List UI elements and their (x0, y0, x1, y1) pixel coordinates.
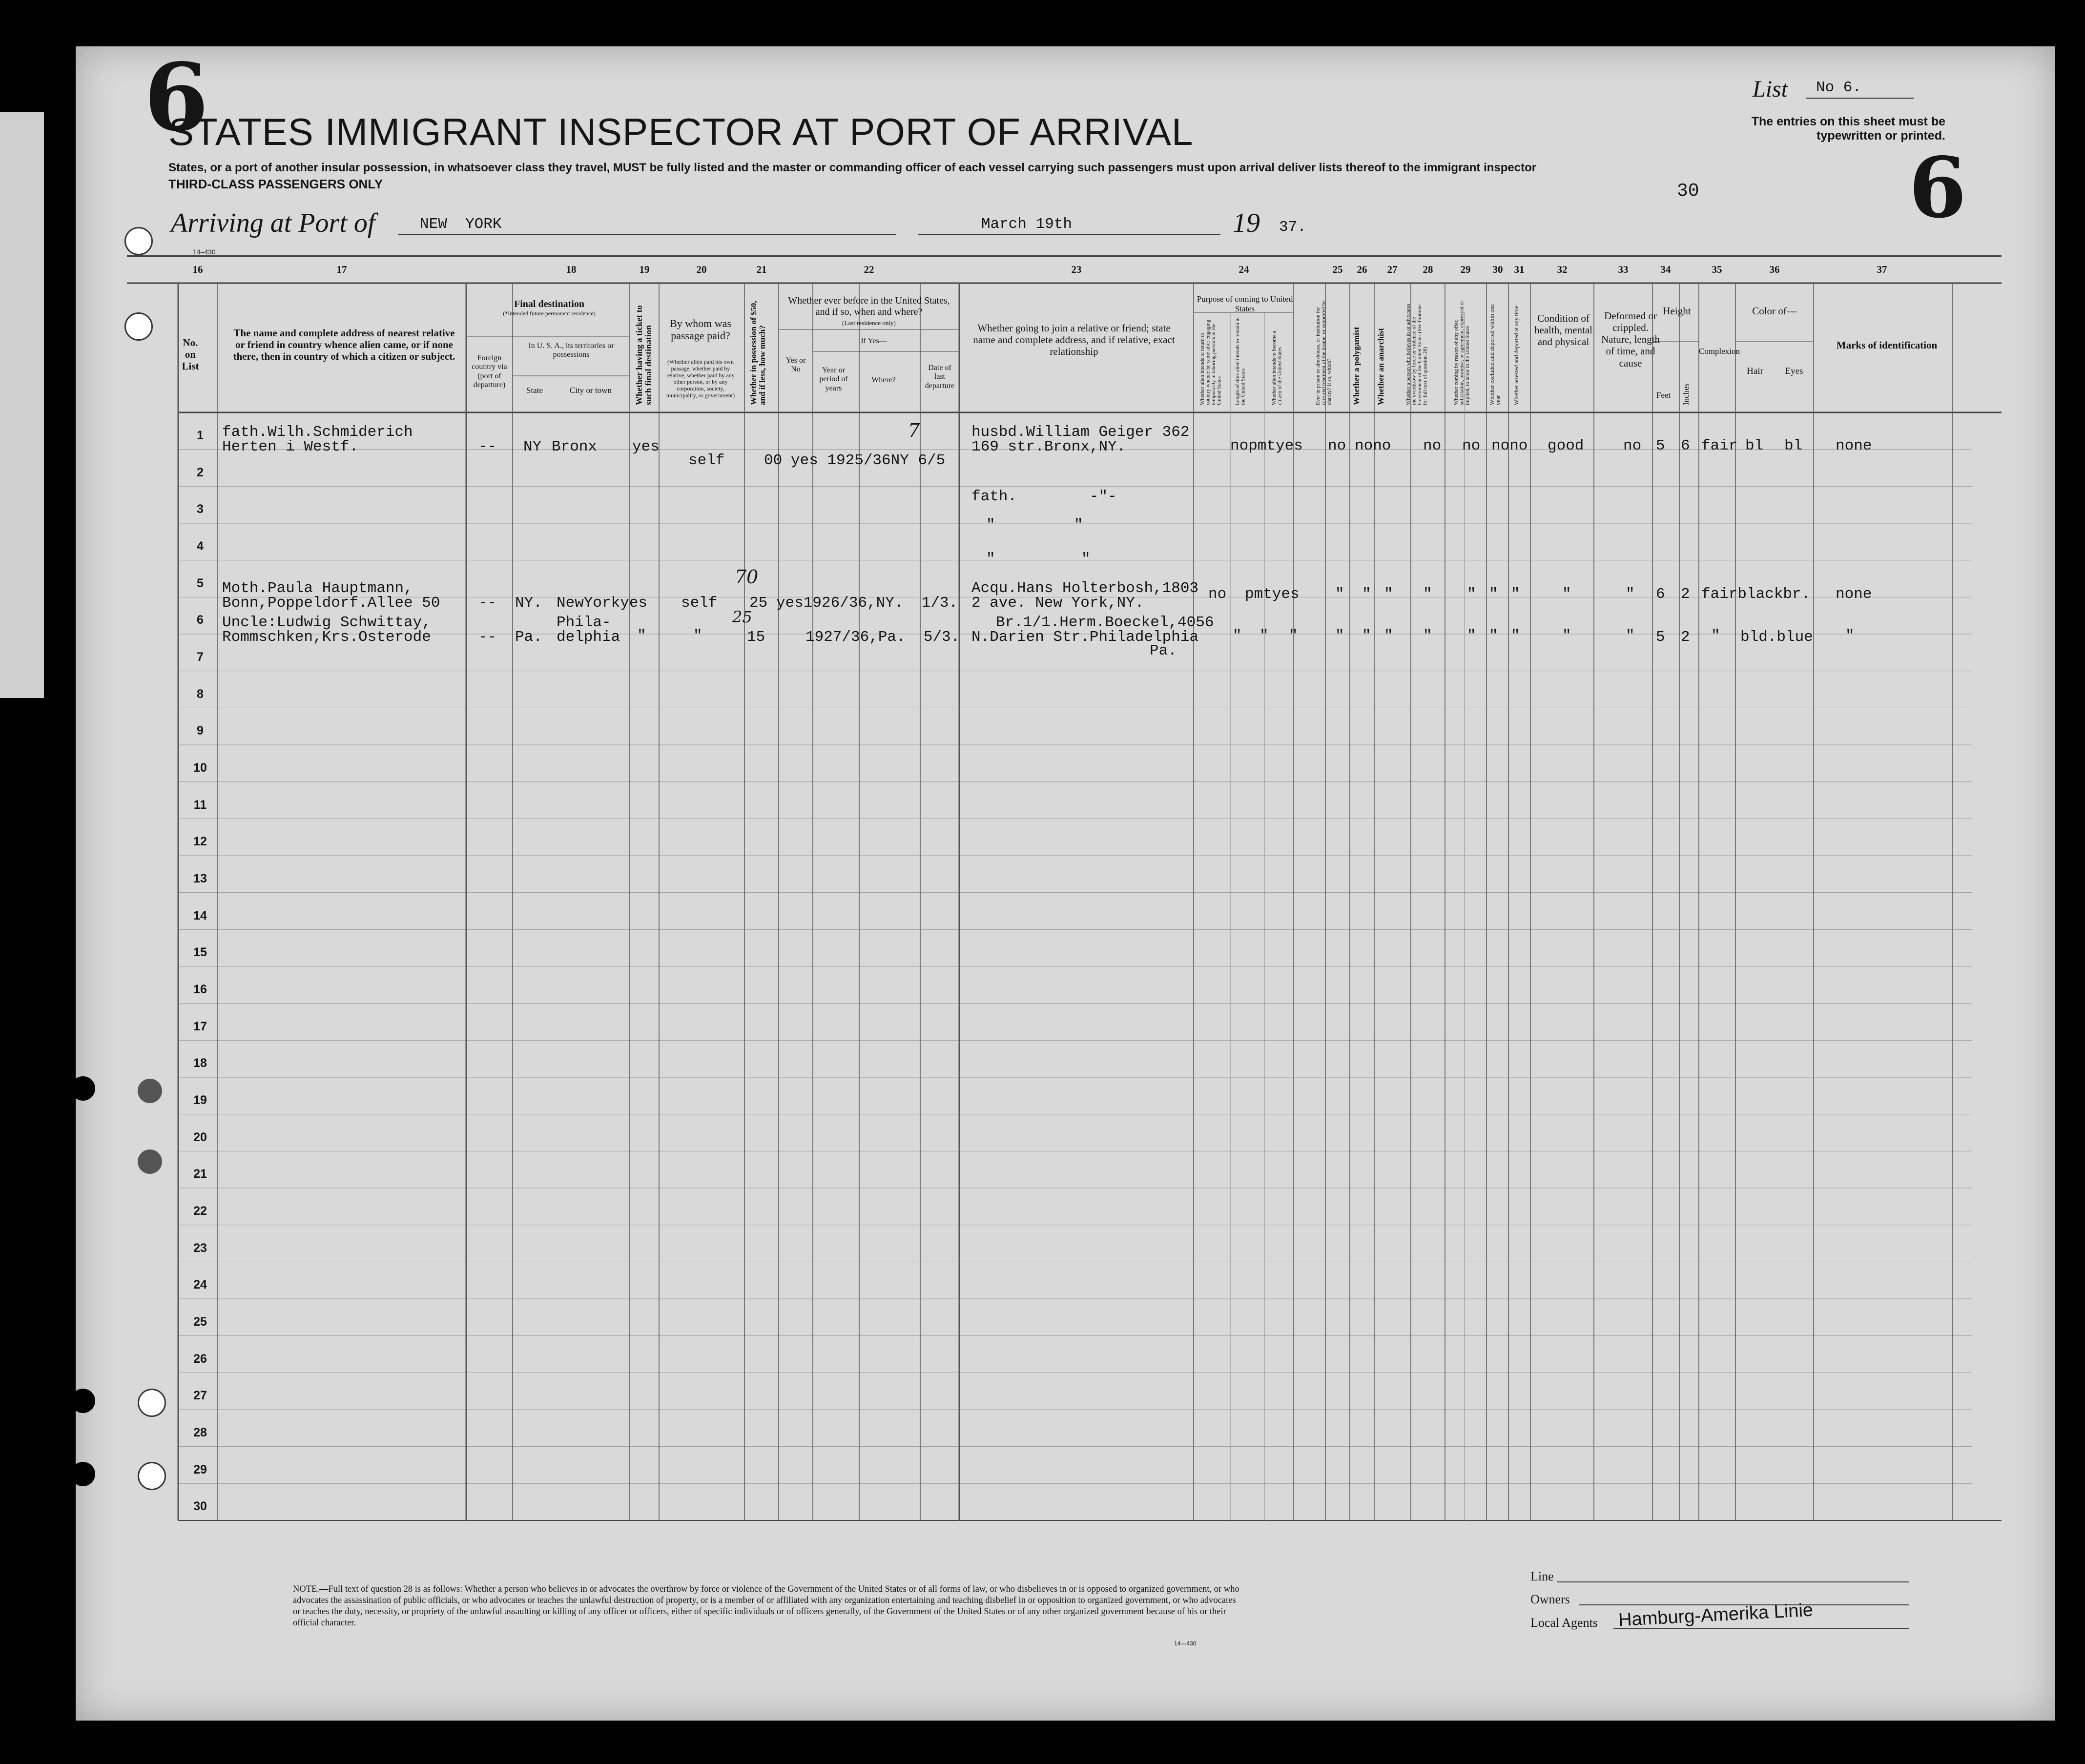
footer-note: NOTE.—Full text of question 28 is as follows: Whether a person who believes in or advocates the overthrow by force or violence of the Government of the United States or of all forms of law, or who disbelieves in or is opposed to organized government, or who advocates the assassination of public officials, or who advocates or teaches the unlawful destruction of property, or is a member of or affiliated with any organization entertaining and teaching disbelief in or opposition to organized government, or who advocates or teaches the duty, necessity, or propriety of the unlawful assaulting or killing of any officer or officers, either of specific individuals or of officers generally, of the Government of the United States or of any other organized government because of his or their official character. (293, 1584, 1239, 1628)
row-number: 6 (197, 613, 204, 627)
class-label: THIRD-CLASS PASSENGERS ONLY (168, 177, 383, 191)
row-number: 2 (197, 465, 204, 479)
row1-joining-line2: 169 str.Bronx,NY. (971, 438, 1126, 455)
column-number: 30 (1492, 264, 1503, 275)
row2-joining: fath. -"- (971, 488, 1117, 505)
header-ticket: Whether having a ticket to such final destination (634, 305, 653, 405)
column-number: 24 (1239, 264, 1249, 275)
row-number: 7 (197, 650, 204, 664)
header-feet: Feet (1656, 390, 1671, 400)
row5-city: NewYorkyes (557, 595, 648, 612)
row-number: 26 (193, 1352, 207, 1366)
header-purpose-a: Whether alien intends to return to country whence he came after engaging temporarily in laboring pursuits in the United States (1199, 320, 1222, 405)
ditto-mark: " (1562, 627, 1571, 644)
column-number: 25 (1332, 264, 1343, 275)
ditto-mark: " (1335, 627, 1344, 644)
row1-money-handwritten: 7 (908, 420, 920, 441)
header-overthrow: Whether a person who believes in or advocates the overthrow by force or violence of the Government of the United States (See footnote for full text of question 28) (1405, 304, 1428, 405)
row1-relative-line2: Herten i Westf. (222, 438, 359, 455)
row5-money-handwritten: 70 (735, 566, 759, 588)
entries-note: The entries on this sheet must be typewritten or printed. (1751, 115, 1945, 143)
row5-purpose-no: no (1208, 586, 1227, 603)
row5-relative-line2: Bonn,Poppeldorf.Allee 50 (222, 595, 440, 612)
row6-before: 1927/36,Pa. 5/3. (805, 629, 960, 646)
header-marks: Marks of identification (1836, 339, 1938, 351)
header-ever-before: Whether ever before in the United States, and if so, when and where? (788, 295, 950, 317)
row5-feet: 6 (1656, 586, 1665, 603)
row4-ditto-b: " (1081, 551, 1091, 568)
header-complexion: Complexion (1699, 347, 1740, 356)
row6-money-handwritten: 25 (732, 608, 752, 626)
owners-label: Owners (1530, 1592, 1570, 1606)
row-number: 18 (193, 1056, 207, 1070)
row5-relative-line1: Moth.Paula Hauptmann, (222, 580, 413, 597)
row6-city-line2: delphia (557, 629, 620, 646)
row1-state: NY (523, 438, 542, 455)
row-number: 11 (193, 798, 207, 812)
row-number: 25 (193, 1314, 207, 1329)
punch-hole-icon (138, 1149, 162, 1174)
form-title: STATES IMMIGRANT INSPECTOR AT PORT OF ARRIVAL (168, 110, 1194, 153)
year-suffix: 37. (1279, 219, 1306, 236)
ditto-mark: " (1626, 627, 1635, 644)
date-value: March 19th (981, 216, 1073, 233)
header-inches: Inches (1681, 383, 1691, 405)
column-number: 26 (1357, 264, 1367, 275)
line-underline (1557, 1581, 1909, 1582)
date-underline (918, 234, 1220, 235)
row-number: 12 (193, 835, 207, 849)
row1-offer: no (1462, 437, 1481, 454)
row5-purpose: pmtyes (1245, 586, 1300, 603)
shipping-line-stamp: Hamburg-Amerika Linie (1618, 1600, 1814, 1631)
row1-deformed: no (1623, 437, 1642, 454)
ditto-mark: " (693, 627, 702, 644)
header-no-on-list: No. on List (182, 337, 199, 372)
header-color-of: Color of— (1752, 305, 1797, 317)
column-number: 29 (1460, 264, 1471, 275)
header-purpose: Purpose of coming to United States (1197, 294, 1293, 313)
header-final-destination: Final destination (514, 299, 584, 309)
header-nearest-relative: The name and complete address of nearest relative or friend in country whence alien came, or if none there, then in country of which a citizen or subject. (233, 327, 455, 363)
row1-condition: good (1548, 437, 1584, 454)
row1-complexion: fair (1701, 437, 1738, 454)
line-label: Line (1530, 1569, 1554, 1583)
header-offer: Whether coming by reason of any offer, solicitation, promise, or agreement, expressed or implied, to labor in the United States (1453, 301, 1471, 405)
row1-relative-line1: fath.Wilh.Schmiderich (222, 424, 413, 441)
column-number: 27 (1387, 264, 1398, 275)
row-number: 5 (197, 576, 204, 590)
header-purpose-b: Length of time alien intends to remain in the United States (1235, 317, 1246, 405)
column-number: 22 (864, 264, 874, 275)
row6-state: Pa. (515, 629, 542, 646)
ditto-mark: " (1467, 627, 1476, 644)
header-anarchist: Whether an anarchist (1376, 328, 1385, 405)
row1-foreign: -- (478, 438, 497, 455)
ditto-mark: " (1511, 627, 1520, 644)
row5-inches: 2 (1681, 586, 1690, 603)
column-number: 18 (566, 264, 577, 275)
row4-ditto: " (986, 551, 995, 568)
row-number: 24 (193, 1278, 207, 1292)
ditto-mark: " (1335, 586, 1344, 603)
column-number: 35 (1712, 264, 1722, 275)
year-prefix: 19 (1233, 208, 1260, 238)
row-number: 19 (193, 1093, 207, 1107)
row6-joining-line2: N.Darien Str.Philadelphia (971, 629, 1199, 646)
ditto-mark: " (1711, 627, 1720, 644)
header-eyes: Eyes (1785, 366, 1803, 376)
row-number: 17 (193, 1019, 207, 1033)
row1-excluded: nono (1491, 437, 1528, 454)
row1-marks: none (1836, 437, 1872, 454)
header-purpose-c: Whether alien intends to become a citizen of the United States (1271, 330, 1283, 405)
row-number: 22 (193, 1204, 207, 1218)
header-year-period: Year or period of years (819, 366, 848, 392)
ditto-mark: " (1362, 627, 1371, 644)
row6-joining-line3: Pa. (1150, 642, 1177, 659)
column-number: 17 (336, 264, 347, 275)
row5-paid: self (681, 595, 718, 612)
column-number: 21 (756, 264, 767, 275)
row1-paid: self (688, 452, 725, 469)
punch-hole-icon (124, 227, 153, 255)
column-number: 33 (1618, 264, 1629, 275)
ditto-mark: " (637, 627, 646, 644)
row1-joining-line1: husbd.William Geiger 362 (971, 424, 1190, 441)
header-foreign-country: Foreign country via (port of departure) (472, 354, 507, 390)
list-value: No 6. (1816, 79, 1862, 96)
ditto-mark: " (1489, 627, 1498, 644)
header-excluded: Whether excluded and deported within one year (1488, 304, 1502, 405)
ditto-mark: " (1233, 627, 1242, 644)
ditto-mark: " (1489, 586, 1498, 603)
row6-feet: 5 (1656, 629, 1665, 646)
row6-money: 15 (747, 629, 765, 646)
row3-ditto: " (986, 516, 995, 533)
ditto-mark: " (1362, 586, 1371, 603)
header-passage-note: (Whether alien paid his own passage, whether paid by relative, whether paid by any other person, or by any corporation, society, municipality, or government) (666, 358, 735, 399)
row-number: 30 (193, 1499, 207, 1514)
row-number: 9 (197, 724, 204, 738)
header-final-destination-note: (*Intended future permanent residence) (503, 310, 596, 317)
header-city: City or town (570, 386, 612, 395)
row-number: 21 (193, 1167, 207, 1181)
row1-overthrow: no (1423, 437, 1442, 454)
row-number: 14 (193, 908, 207, 923)
row6-inches: 2 (1681, 629, 1690, 646)
row5-money: 25 (749, 595, 768, 612)
row5-joining-line2: 2 ave. New York,NY. (971, 595, 1144, 612)
arriving-label: Arriving at Port of (171, 208, 375, 238)
row5-joining-line1: Acqu.Hans Holterbosh,1803 (971, 580, 1199, 597)
punch-hole-icon (138, 1079, 162, 1103)
list-number-big-right: 6 (1909, 139, 1967, 237)
list-number-big-left: 6 (144, 43, 209, 152)
port-underline (398, 234, 896, 235)
row1-poly-anarch: nono (1355, 437, 1391, 454)
column-number: 16 (192, 264, 203, 275)
ditto-mark: " (1289, 627, 1298, 644)
row-number: 10 (193, 760, 207, 775)
punch-hole-icon (71, 1076, 95, 1101)
header-polygamist: Whether a polygamist (1352, 327, 1361, 405)
row6-relative-line1: Uncle:Ludwig Schwittay, (222, 614, 431, 631)
header-arrested: Whether arrested and deported at any time (1513, 306, 1520, 405)
punch-hole-icon (138, 1389, 166, 1417)
row1-eyes: bl (1784, 437, 1803, 454)
row-number: 28 (193, 1425, 207, 1439)
header-ever-before-note: (Last residence only) (842, 319, 896, 327)
header-date-departure: Date of last departure (925, 364, 955, 390)
punch-hole-icon (71, 1389, 95, 1413)
row5-marks: none (1836, 586, 1872, 603)
local-agents-label: Local Agents (1530, 1616, 1598, 1630)
page-count: 30 (1677, 181, 1699, 202)
row-number: 1 (197, 428, 204, 442)
header-in-usa: In U. S. A., its territories or possessions (528, 342, 614, 359)
form-code-small: 14–430 (193, 248, 216, 256)
ditto-mark: " (1626, 586, 1635, 603)
ditto-mark: " (1845, 627, 1855, 644)
header-passage-paid: By whom was passage paid? (670, 317, 731, 342)
column-number: 37 (1877, 264, 1887, 275)
row6-joining-line1: Br.1/1.Herm.Boeckel,4056 (996, 614, 1214, 631)
row-number: 16 (193, 982, 207, 996)
row1-money: 00 (764, 452, 783, 469)
row-number: 3 (197, 502, 204, 516)
ditto-mark: " (1423, 586, 1432, 603)
column-number: 23 (1071, 264, 1082, 275)
header-deformed: Deformed or crippled. Nature, length of time, and cause (1601, 310, 1660, 369)
punch-hole-icon (138, 1462, 166, 1490)
footer-form-code: 14—430 (1174, 1640, 1197, 1647)
row-number: 13 (193, 871, 207, 885)
row-number: 15 (193, 945, 207, 960)
ditto-mark: " (1384, 586, 1393, 603)
list-underline (1806, 98, 1914, 99)
row1-hair: bl (1745, 437, 1764, 454)
column-number: 34 (1660, 264, 1671, 275)
ditto-mark: " (1384, 627, 1393, 644)
ditto-mark: " (1467, 586, 1476, 603)
ditto-mark: " (1511, 586, 1520, 603)
row1-city: Bronx (552, 438, 598, 455)
column-number: 28 (1423, 264, 1433, 275)
list-label: List (1753, 76, 1788, 102)
ditto-mark: " (1259, 627, 1269, 644)
row5-state: NY. (515, 595, 542, 612)
form-subtitle: States, or a port of another insular possession, in whatsoever class they travel, MUST be fully listed and the master or commanding officer of each vessel carrying such passengers must upon arrival deliver lists thereof to the immigrant inspector (168, 161, 1537, 174)
row6-foreign: -- (478, 629, 497, 646)
row6-city-line1: Phila- (557, 614, 611, 631)
header-joining-relative: Whether going to join a relative or friend; state name and complete address, and if relative, exact relationship (973, 322, 1175, 358)
header-condition: Condition of health, mental and physical (1534, 312, 1592, 348)
row1-ticket: yes (632, 438, 660, 455)
header-possession-50: Whether in possession of $50, and if less, how much? (749, 301, 767, 405)
row6-hair-eyes: bld.blue (1740, 629, 1813, 646)
row5-before: yes1926/36,NY. 1/3. (776, 595, 958, 612)
header-state: State (526, 386, 543, 395)
row-number: 20 (193, 1130, 207, 1144)
row1-prison: no (1328, 437, 1346, 454)
header-yes-no: Yes or No (785, 356, 806, 374)
column-number: 31 (1514, 264, 1525, 275)
header-if-yes: If Yes— (861, 337, 887, 345)
punch-hole-icon (71, 1462, 95, 1486)
row5-complexion-hair: fairblackbr. (1701, 586, 1811, 603)
punch-hole-icon (124, 312, 153, 341)
row6-relative-line2: Rommschken,Krs.Osterode (222, 629, 431, 646)
row1-before: yes 1925/36NY 6/5 (791, 452, 946, 469)
row1-inches: 6 (1681, 437, 1690, 454)
row-number: 27 (193, 1389, 207, 1403)
column-number: 36 (1769, 264, 1780, 275)
row1-purpose: nopmtyes (1230, 437, 1303, 454)
header-hair: Hair (1747, 366, 1763, 376)
ditto-mark: " (1423, 627, 1432, 644)
header-where: Where? (871, 376, 896, 384)
header-prison: Ever in prison or almshouse, or institution for care and treatment of the insane, or supported by charity? If so, which? (1315, 300, 1333, 405)
column-number: 19 (639, 264, 650, 275)
row3-ditto-b: " (1074, 516, 1083, 533)
column-number: 20 (696, 264, 707, 275)
port-value: NEW YORK (420, 216, 502, 233)
row-number: 23 (193, 1241, 207, 1255)
row-number: 4 (197, 539, 204, 553)
row5-foreign: -- (478, 595, 497, 612)
column-number: 32 (1557, 264, 1568, 275)
row1-feet: 5 (1656, 437, 1665, 454)
row-number: 8 (197, 687, 204, 701)
ditto-mark: " (1562, 586, 1571, 603)
header-height: Height (1663, 305, 1691, 317)
row-number: 29 (193, 1462, 207, 1477)
